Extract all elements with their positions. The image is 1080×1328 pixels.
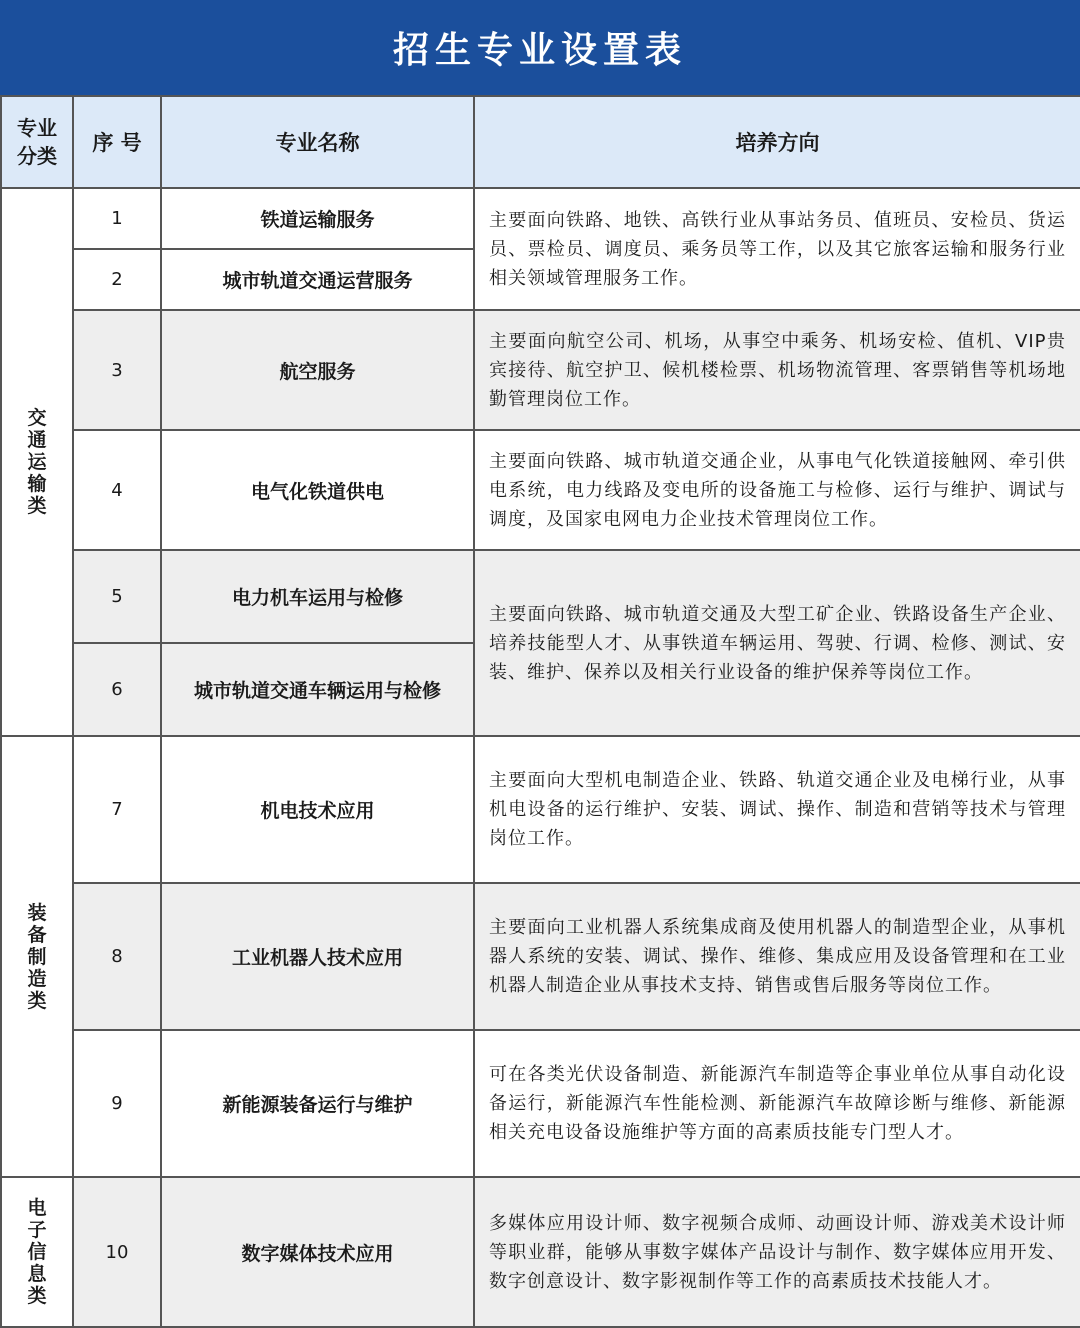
- table-row: [1, 883, 1080, 1030]
- direction-cell: 多媒体应用设计师、数字视频合成师、动画设计师、游戏美术设计师等职业群，能够从事数字媒体产品设计与制作、数字媒体应用开发、数字创意设计、数字影视制作等工作的高素质技术技能人才。: [474, 1177, 1080, 1327]
- major-name-cell: 数字媒体技术应用: [161, 1177, 474, 1327]
- direction-cell: 主要面向铁路、城市轨道交通及大型工矿企业、铁路设备生产企业、培养技能型人才、从事铁道车辆运用、驾驶、行调、检修、测试、安装、维护、保养以及相关行业设备的维护保养等岗位工作。: [474, 550, 1080, 736]
- direction-cell: 主要面向航空公司、机场，从事空中乘务、机场安检、值机、VIP贵宾接待、航空护卫、候机楼检票、机场物流管理、客票销售等机场地勤管理岗位工作。: [474, 310, 1080, 430]
- major-table: [0, 95, 1080, 1328]
- seq-cell: 1: [73, 188, 161, 249]
- seq-cell: 3: [73, 310, 161, 430]
- direction-cell: 主要面向工业机器人系统集成商及使用机器人的制造型企业，从事机器人系统的安装、调试、操作、维修、集成应用及设备管理和在工业机器人制造企业从事技术支持、销售或售后服务等岗位工作。: [474, 883, 1080, 1030]
- seq-cell: 7: [73, 736, 161, 883]
- table-row: [1, 1030, 1080, 1177]
- seq-cell: 5: [73, 550, 161, 643]
- table-row: [1, 550, 1080, 643]
- table-row: [1, 310, 1080, 430]
- category-cell: 电子信息类: [1, 1177, 73, 1327]
- major-name-cell: 电力机车运用与检修: [161, 550, 474, 643]
- major-name-cell: 铁道运输服务: [161, 188, 474, 249]
- seq-cell: 4: [73, 430, 161, 550]
- seq-cell: 8: [73, 883, 161, 1030]
- seq-cell: 6: [73, 643, 161, 736]
- major-name-cell: 工业机器人技术应用: [161, 883, 474, 1030]
- table-row: [1, 430, 1080, 550]
- direction-cell: 可在各类光伏设备制造、新能源汽车制造等企事业单位从事自动化设备运行，新能源汽车性能检测、新能源汽车故障诊断与维修、新能源相关充电设备设施维护等方面的高素质技能专门型人才。: [474, 1030, 1080, 1177]
- major-name-cell: 城市轨道交通运营服务: [161, 249, 474, 310]
- header-name: 专业名称: [161, 96, 474, 188]
- major-name-cell: 城市轨道交通车辆运用与检修: [161, 643, 474, 736]
- table-header-row: [1, 96, 1080, 188]
- page-title: 招生专业设置表: [0, 0, 1080, 95]
- seq-cell: 10: [73, 1177, 161, 1327]
- category-cell: 交通运输类: [1, 188, 73, 736]
- seq-cell: 9: [73, 1030, 161, 1177]
- major-name-cell: 电气化铁道供电: [161, 430, 474, 550]
- major-name-cell: 新能源装备运行与维护: [161, 1030, 474, 1177]
- direction-cell: 主要面向大型机电制造企业、铁路、轨道交通企业及电梯行业，从事机电设备的运行维护、安装、调试、操作、制造和营销等技术与管理岗位工作。: [474, 736, 1080, 883]
- direction-cell: 主要面向铁路、地铁、高铁行业从事站务员、值班员、安检员、货运员、票检员、调度员、乘务员等工作，以及其它旅客运输和服务行业相关领域管理服务工作。: [474, 188, 1080, 310]
- header-seq: 序 号: [73, 96, 161, 188]
- major-name-cell: 机电技术应用: [161, 736, 474, 883]
- header-direction: 培养方向: [474, 96, 1080, 188]
- table-row: [1, 736, 1080, 883]
- table-row: [1, 188, 1080, 249]
- direction-cell: 主要面向铁路、城市轨道交通企业，从事电气化铁道接触网、牵引供电系统，电力线路及变电所的设备施工与检修、运行与维护、调试与调度，及国家电网电力企业技术管理岗位工作。: [474, 430, 1080, 550]
- table-row: [1, 1177, 1080, 1327]
- header-category: 专业 分类: [1, 96, 73, 188]
- major-name-cell: 航空服务: [161, 310, 474, 430]
- seq-cell: 2: [73, 249, 161, 310]
- category-cell: 装备制造类: [1, 736, 73, 1177]
